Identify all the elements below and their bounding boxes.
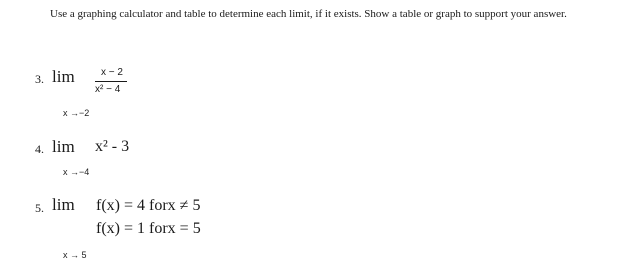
limit-label: lim [52,67,75,86]
fraction-bar [95,81,127,82]
piecewise-line-2: f(x) = 1 forx = 5 [96,220,201,237]
limit-expression: x² - 3 [95,138,130,155]
limit-approach: x →−2 [63,108,90,118]
limit-label: lim [52,195,75,214]
piecewise-line-1: f(x) = 4 forx ≠ 5 [96,197,201,214]
limit-approach: x → 5 [63,250,87,260]
problem-number: 5. [35,201,44,215]
fraction-denominator: x² − 4 [95,84,121,95]
fraction-numerator: x − 2 [101,67,123,78]
problem-number: 3. [35,72,44,86]
limit-approach: x →−4 [63,167,90,177]
limit-label: lim [52,137,75,156]
instructions-text: Use a graphing calculator and table to determine each limit, if it exists. Show a table or graph to support your answer. [50,8,567,20]
problem-number: 4. [35,142,44,156]
